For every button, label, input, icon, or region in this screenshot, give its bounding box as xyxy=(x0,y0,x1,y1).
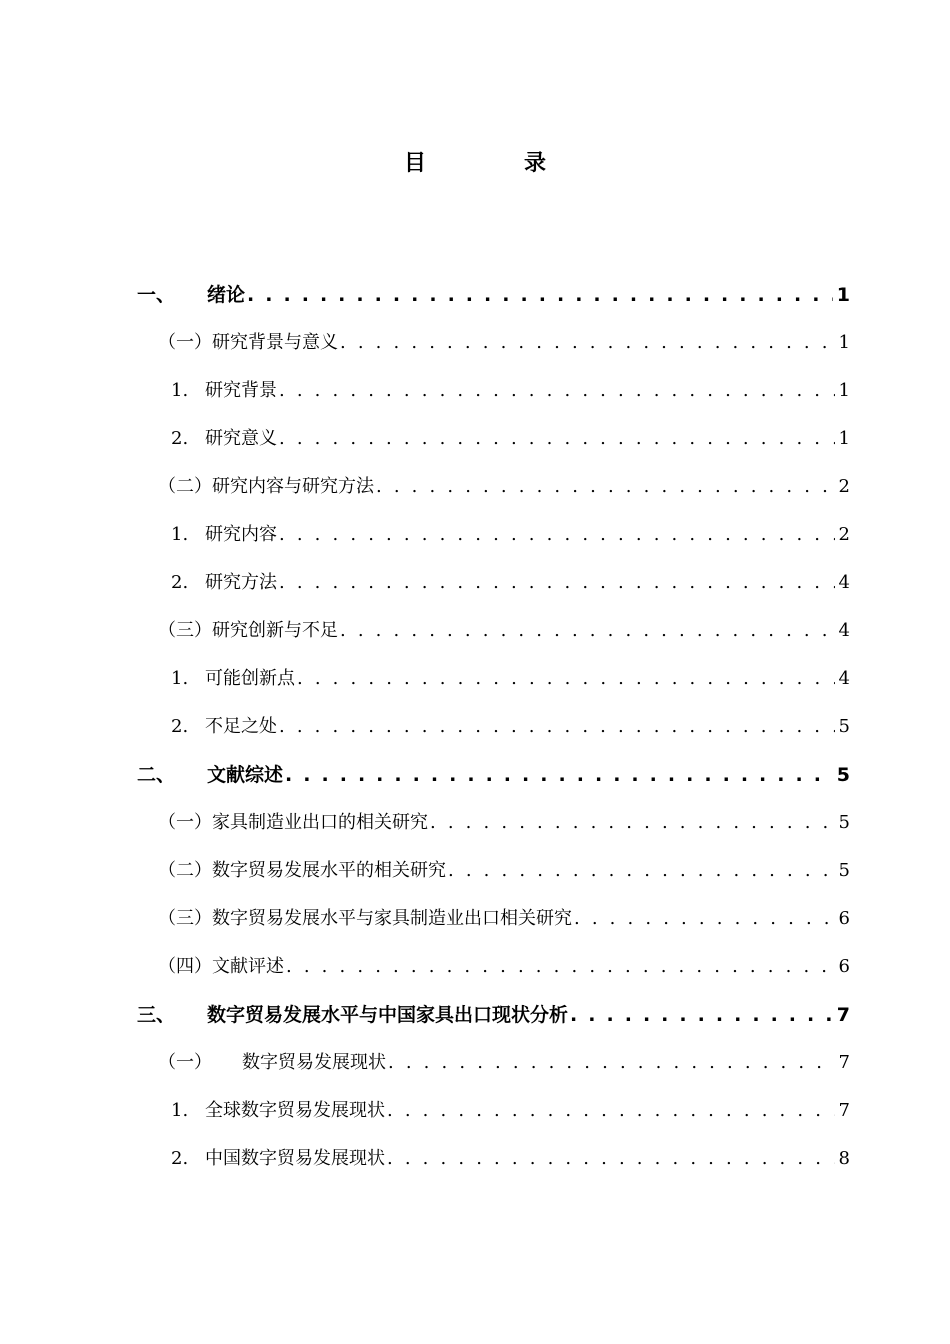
toc-label: 全球数字贸易发展现状 xyxy=(205,1100,385,1121)
toc-leader xyxy=(376,476,835,497)
toc-page-number: 7 xyxy=(836,1004,850,1026)
toc-leader xyxy=(430,812,835,833)
toc-leader xyxy=(286,956,835,977)
toc-label: 文献评述 xyxy=(212,956,284,977)
toc-page-number: 2 xyxy=(838,476,850,497)
toc-entry[interactable] xyxy=(171,664,850,694)
toc-number: （一） xyxy=(158,332,212,353)
toc-leader xyxy=(570,1004,833,1026)
toc-number: 1. xyxy=(171,668,189,689)
toc-number: （一） xyxy=(158,1052,212,1073)
toc-leader xyxy=(279,380,835,401)
toc-entry[interactable] xyxy=(171,1096,850,1126)
toc-label: 研究背景 xyxy=(205,380,277,401)
toc-leader xyxy=(387,1148,835,1169)
toc-page-number: 1 xyxy=(838,332,850,353)
toc-entry[interactable] xyxy=(158,472,850,502)
toc-label: 数字贸易发展水平与家具制造业出口相关研究 xyxy=(212,908,572,929)
toc-number: 三、 xyxy=(137,1004,176,1026)
toc-number: （三） xyxy=(158,908,212,929)
toc-page-number: 1 xyxy=(836,284,850,306)
toc-entry[interactable] xyxy=(158,904,850,934)
toc-label: 研究意义 xyxy=(205,428,277,449)
toc-number: 二、 xyxy=(137,764,176,786)
toc-label: 研究内容 xyxy=(205,524,277,545)
toc-label: 研究创新与不足 xyxy=(212,620,338,641)
toc-entry[interactable] xyxy=(171,424,850,454)
title-char-2: 录 xyxy=(524,151,547,176)
toc-number: （四） xyxy=(158,956,212,977)
toc-label: 研究方法 xyxy=(205,572,277,593)
toc-leader xyxy=(448,860,835,881)
toc-entry[interactable] xyxy=(158,808,850,838)
toc-page-number: 5 xyxy=(838,860,850,881)
toc-page-number: 5 xyxy=(838,812,850,833)
toc-label: 家具制造业出口的相关研究 xyxy=(212,812,428,833)
toc-page-number: 5 xyxy=(836,764,850,786)
toc-entry[interactable] xyxy=(171,1144,850,1174)
toc-entry[interactable] xyxy=(158,328,850,358)
toc-entry[interactable] xyxy=(171,520,850,550)
toc-label: 文献综述 xyxy=(207,764,284,786)
toc-entry[interactable] xyxy=(171,376,850,406)
toc-page-number: 1 xyxy=(838,380,850,401)
toc-entry[interactable] xyxy=(171,712,850,742)
toc-entry[interactable] xyxy=(158,856,850,886)
toc-leader xyxy=(297,668,835,689)
toc-number: 2. xyxy=(171,428,189,449)
toc-page-number: 1 xyxy=(838,428,850,449)
toc-number: 1. xyxy=(171,380,189,401)
toc-page-number: 6 xyxy=(838,908,850,929)
toc-entry[interactable] xyxy=(137,1000,850,1030)
toc-leader xyxy=(340,332,835,353)
toc-number: 1. xyxy=(171,524,189,545)
toc-number: 2. xyxy=(171,1148,189,1169)
toc-leader xyxy=(285,764,833,786)
toc-label: 研究背景与意义 xyxy=(212,332,338,353)
toc-page-number: 5 xyxy=(838,716,850,737)
toc-label: 不足之处 xyxy=(205,716,277,737)
toc-entry[interactable] xyxy=(137,760,850,790)
toc-entry[interactable] xyxy=(171,568,850,598)
toc-number: 一、 xyxy=(137,284,176,306)
toc-label: 中国数字贸易发展现状 xyxy=(205,1148,385,1169)
toc-leader xyxy=(387,1100,835,1121)
toc-entry[interactable] xyxy=(158,616,850,646)
toc-label: 数字贸易发展水平的相关研究 xyxy=(212,860,446,881)
toc-number: （一） xyxy=(158,812,212,833)
toc-page-number: 4 xyxy=(838,620,850,641)
toc-entry[interactable] xyxy=(158,1048,850,1078)
toc-leader xyxy=(279,524,835,545)
toc-entry[interactable] xyxy=(137,280,850,310)
toc-page-number: 8 xyxy=(838,1148,850,1169)
toc-leader xyxy=(388,1052,835,1073)
toc-entry[interactable] xyxy=(158,952,850,982)
toc-page-number: 7 xyxy=(838,1100,850,1121)
page-title xyxy=(0,146,950,177)
toc-number: （二） xyxy=(158,476,212,497)
toc-leader xyxy=(279,716,835,737)
toc-page-number: 4 xyxy=(838,668,850,689)
toc-page-number: 4 xyxy=(838,572,850,593)
toc-label: 数字贸易发展现状 xyxy=(242,1052,386,1073)
toc-number: 2. xyxy=(171,716,189,737)
toc-leader xyxy=(247,284,833,306)
toc-label: 研究内容与研究方法 xyxy=(212,476,374,497)
toc-number: 2. xyxy=(171,572,189,593)
toc-page-number: 7 xyxy=(838,1052,850,1073)
toc-page-number: 6 xyxy=(838,956,850,977)
toc-leader xyxy=(279,572,835,593)
toc-leader xyxy=(279,428,835,449)
title-char-1: 目 xyxy=(403,151,426,176)
toc-leader xyxy=(574,908,835,929)
toc-leader xyxy=(340,620,835,641)
toc-number: 1. xyxy=(171,1100,189,1121)
toc-number: （二） xyxy=(158,860,212,881)
toc-label: 数字贸易发展水平与中国家具出口现状分析 xyxy=(207,1004,569,1026)
toc-number: （三） xyxy=(158,620,212,641)
toc-page-number: 2 xyxy=(838,524,850,545)
toc-label: 绪论 xyxy=(207,284,246,306)
toc-label: 可能创新点 xyxy=(205,668,295,689)
